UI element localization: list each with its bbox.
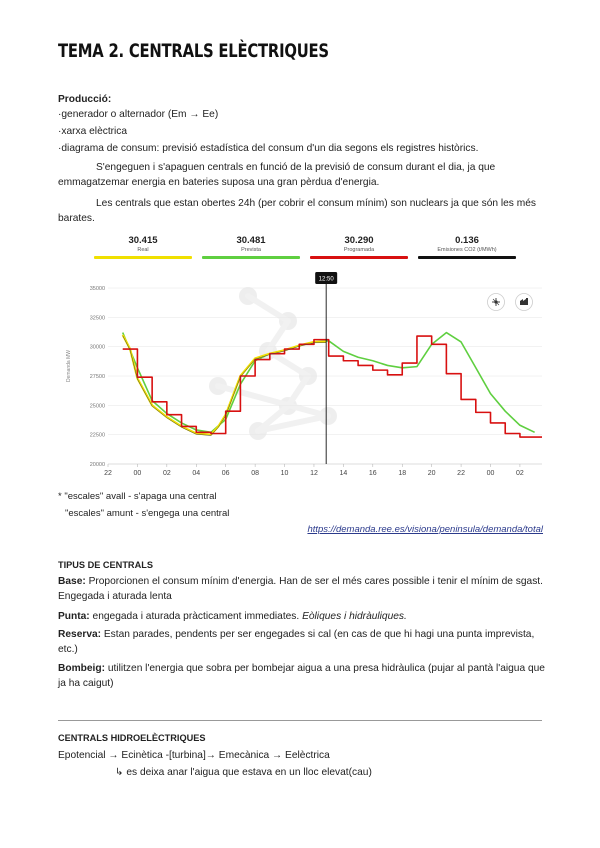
- x-tick-label: 00: [133, 470, 142, 477]
- stat-value: 30.415: [128, 235, 158, 246]
- produccio-paragraph: S'engeguen i s'apaguen centrals en funció de la previsió de consum durant el dia, ja que emmagatzemar energia en bateries suposa una gran pèrdua d'energia.: [58, 162, 496, 188]
- tipus-heading: TIPUS DE CENTRALS: [58, 560, 153, 570]
- tipus-punta-italic: Eòliques i hidràuliques.: [302, 611, 407, 622]
- tipus-reserva-label: Reserva:: [58, 629, 102, 640]
- produccio-item: ·xarxa elèctrica: [58, 126, 128, 137]
- y-tick-label: 20000: [89, 462, 105, 468]
- x-tick-label: 00: [486, 470, 495, 477]
- cursor-label: 12:50: [318, 276, 334, 283]
- x-tick-label: 06: [221, 470, 230, 477]
- tipus-bombeig: [58, 661, 546, 691]
- y-tick-label: 32500: [89, 315, 105, 322]
- y-axis-label: Demanda MW: [66, 350, 72, 382]
- y-tick-label: 22500: [89, 432, 105, 439]
- demand-chart: [58, 266, 544, 484]
- hidro-heading: CENTRALS HIDROELÈCTRIQUES: [58, 733, 206, 743]
- stat-label: Prevista: [241, 247, 261, 253]
- tipus-punta-label: Punta:: [58, 611, 90, 622]
- x-tick-label: 04: [192, 470, 201, 477]
- stat-prevista: [202, 235, 300, 259]
- stat-bar: [94, 256, 192, 259]
- stat-value: 30.481: [236, 235, 266, 246]
- tipus-base: [58, 574, 546, 604]
- produccio-item: ·diagrama de consum: previsió estadística del consum d'un dia segons els registres històrics.: [58, 143, 479, 154]
- x-tick-label: 10: [280, 470, 289, 477]
- source-link[interactable]: https://demanda.ree.es/visiona/peninsula/demanda/total: [307, 524, 543, 535]
- x-tick-label: 12: [310, 470, 318, 477]
- x-tick-label: 14: [339, 470, 348, 477]
- stat-label: Real: [137, 247, 149, 253]
- network-icon[interactable]: [488, 294, 505, 311]
- y-tick-label: 35000: [89, 286, 105, 292]
- tipus-base-text: Proporcionen el consum mínim d'energia. Han de ser el més cares possible i tenir el mínim de sgast. Engegada i aturada lenta: [58, 576, 543, 602]
- x-tick-label: 20: [427, 470, 436, 477]
- tipus-punta-text: engegada i aturada pràcticament immediates.: [89, 611, 303, 622]
- stat-real: [94, 235, 192, 259]
- stat-emisiones: [418, 235, 516, 259]
- stat-bar: [418, 256, 516, 259]
- stat-bar: [310, 256, 408, 259]
- x-tick-label: 02: [162, 470, 171, 477]
- tipus-reserva: [58, 627, 546, 657]
- tipus-bombeig-label: Bombeig:: [58, 663, 105, 674]
- page-title: TEMA 2. CENTRALS ELÈCTRIQUES: [58, 40, 329, 62]
- x-tick-label: 18: [398, 470, 407, 477]
- y-tick-label: 27500: [89, 374, 105, 380]
- x-tick-label: 22: [104, 470, 112, 477]
- stat-programada: [310, 235, 408, 259]
- produccio-paragraph: Les centrals que estan obertes 24h (per cobrir el consum mínim) son nuclears ja que són les més barates.: [58, 198, 536, 224]
- chart-note: "escales" amunt - s'engega una central: [65, 508, 230, 519]
- stat-value: 0.136: [455, 235, 479, 246]
- stat-label: Emisiones CO2 (t/MWh): [437, 247, 497, 253]
- x-tick-label: 02: [516, 470, 524, 477]
- stat-label: Programada: [343, 247, 375, 253]
- y-tick-label: 25000: [89, 403, 105, 410]
- y-tick-label: 30000: [89, 344, 105, 351]
- chart-note: * "escales" avall - s'apaga una central: [58, 491, 217, 502]
- x-tick-label: 08: [251, 470, 260, 477]
- tipus-punta: [58, 609, 546, 624]
- stat-value: 30.290: [344, 235, 374, 246]
- divider: [58, 720, 542, 721]
- stat-bar: [202, 256, 300, 259]
- tipus-reserva-text: Estan parades, pendents per ser engegades si cal (en cas de que hi hagi una punta imprevista, etc.): [58, 629, 535, 655]
- hidro-line: Epotencial → Ecinètica -[turbina]→ Emecànica → Eelèctrica: [58, 750, 330, 761]
- hidro-line: ↳ es deixa anar l'aigua que estava en un lloc elevat(cau): [115, 767, 372, 778]
- produccio-heading: Producció:: [58, 94, 112, 105]
- tipus-base-label: Base:: [58, 576, 86, 587]
- produccio-item: ·generador o alternador (Em → Ee): [58, 109, 219, 120]
- tipus-bombeig-text: utilitzen l'energia que sobra per bombejar aigua a una presa hidràulica (pujar al pantà l'aigua que ja ha caigut): [58, 663, 545, 689]
- x-tick-label: 16: [368, 470, 377, 477]
- factory-icon[interactable]: [516, 294, 533, 311]
- x-tick-label: 22: [457, 470, 465, 477]
